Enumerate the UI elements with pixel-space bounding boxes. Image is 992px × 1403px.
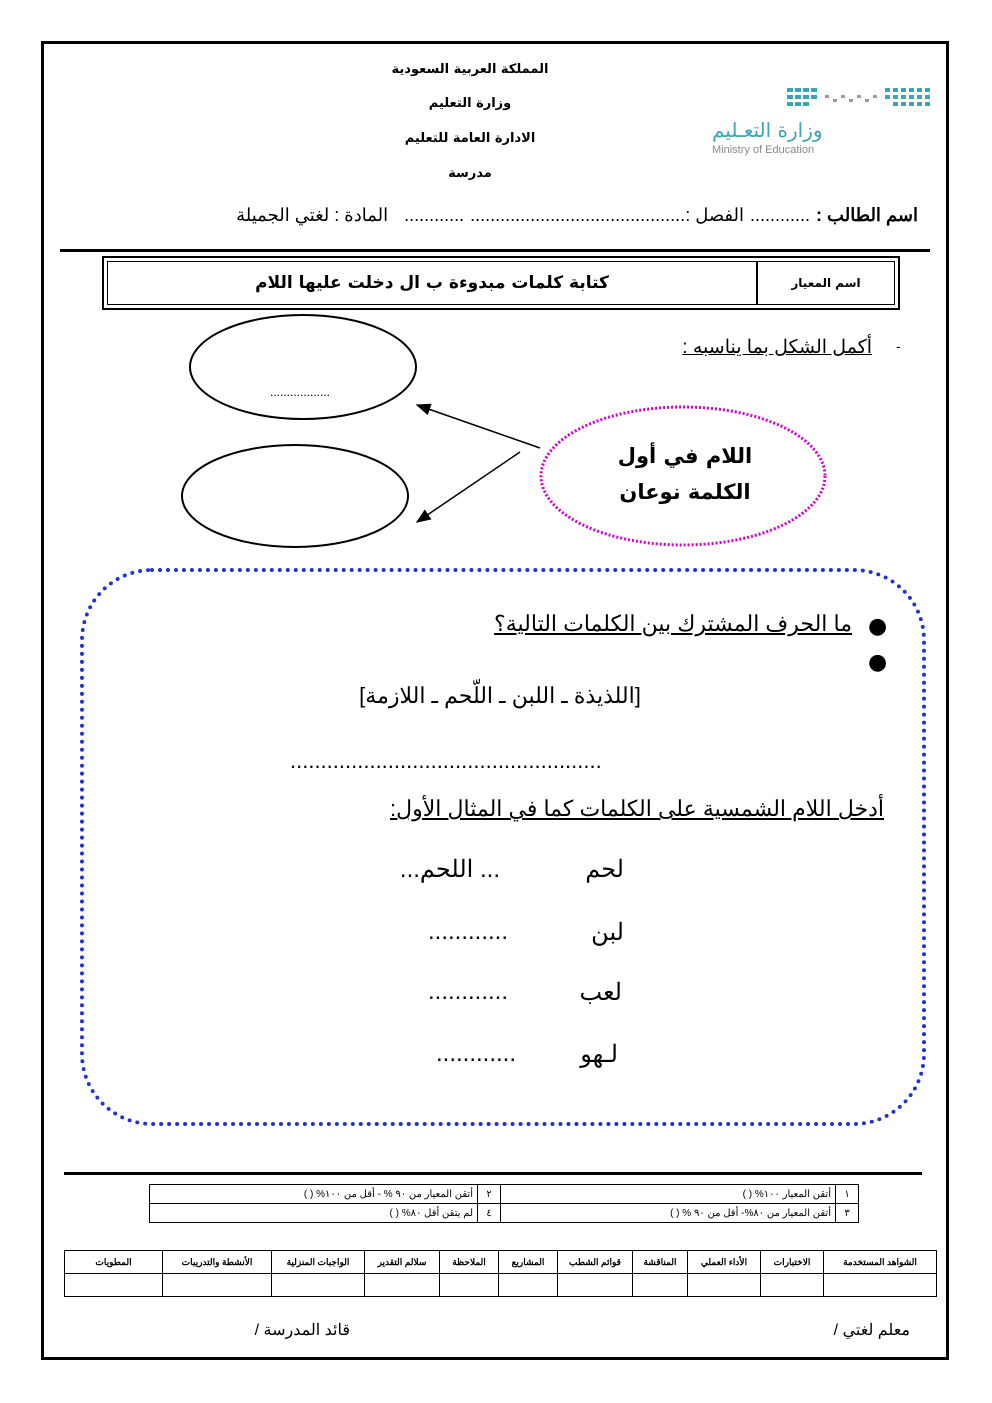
score-num-2: ٢ — [478, 1185, 501, 1204]
diagram-instruction: أكمل الشكل بما يناسبه : — [682, 337, 872, 358]
evidence-cell[interactable] — [440, 1274, 499, 1297]
evidence-cell[interactable] — [633, 1274, 688, 1297]
question-common-letter: ما الحرف المشترك بين الكلمات التالية؟ — [494, 611, 852, 636]
principal-signature: قائد المدرسة / — [254, 1322, 350, 1339]
bottom-answer-oval[interactable] — [182, 445, 408, 547]
evidence-cell[interactable] — [558, 1274, 633, 1297]
teacher-signature: معلم لغتي / — [833, 1322, 910, 1339]
score-num-4: ٤ — [478, 1204, 501, 1223]
word-row-4: لـهو — [580, 1041, 618, 1068]
question-shamsi-lam: أدخل اللام الشمسية على الكلمات كما في المثال الأول: — [390, 796, 884, 821]
evidence-col-brochures: المطويات — [65, 1251, 163, 1274]
answer-row-1: ... اللحم... — [399, 856, 500, 883]
word-row-1: لحم — [585, 856, 624, 883]
evidence-cell[interactable] — [499, 1274, 558, 1297]
score-num-1: ١ — [836, 1185, 859, 1204]
kingdom-title: المملكة العربية السعودية — [391, 62, 549, 77]
class-dots[interactable]: ........................................... — [470, 205, 686, 225]
top-answer-oval[interactable] — [190, 315, 416, 419]
ministry-title: وزارة التعليم — [428, 96, 512, 111]
arrow-top — [417, 405, 540, 448]
subject-dots: ............ — [404, 205, 465, 225]
logo-arabic-text: وزارة التعـليم — [712, 118, 823, 142]
footer-divider — [64, 1172, 922, 1175]
criterion-title: كتابة كلمات مبدوءة ب ال دخلت عليها اللام — [255, 273, 609, 293]
evidence-col-rating: سلالم التقدير — [365, 1251, 440, 1274]
evidence-col-discussion: المناقشة — [633, 1251, 688, 1274]
arrow-bottom — [417, 452, 520, 522]
evidence-cell[interactable] — [163, 1274, 272, 1297]
top-oval-dots: .................. — [270, 385, 331, 399]
scoring-table — [149, 1184, 859, 1223]
class-label: الفصل : — [685, 205, 745, 225]
evidence-col-projects: المشاريع — [499, 1251, 558, 1274]
evidence-header: الشواهد المستخدمة — [824, 1251, 937, 1274]
evidence-cell[interactable] — [65, 1274, 163, 1297]
bullet-2: ● — [868, 650, 888, 675]
evidence-col-observation: الملاحظة — [440, 1251, 499, 1274]
evidence-col-tests: الاختبارات — [761, 1251, 824, 1274]
admin-title: الادارة العامة للتعليم — [404, 131, 536, 146]
concept-diagram — [0, 0, 992, 560]
evidence-cell[interactable] — [688, 1274, 761, 1297]
score-label-4: لم يتقن أقل ٨٠% ( ) — [150, 1204, 478, 1223]
evidence-cell[interactable] — [761, 1274, 824, 1297]
answer-row-2[interactable]: ............ — [427, 918, 508, 945]
evidence-col-activities: الأنشطة والتدريبات — [163, 1251, 272, 1274]
criterion-label: اسم المعيار — [756, 262, 894, 304]
center-text-line1: اللام في أول — [617, 444, 753, 468]
word-row-2: لبن — [591, 919, 624, 946]
evidence-cell[interactable] — [824, 1274, 937, 1297]
instruction-bullet: - — [896, 338, 901, 354]
score-label-2: أتقن المعيار من ٩٠ % - أقل من ١٠٠% ( ) — [150, 1185, 478, 1204]
score-num-3: ٣ — [836, 1204, 859, 1223]
subject-label: المادة : لغتي الجميلة — [236, 205, 389, 225]
word-row-3: لعب — [579, 979, 622, 1006]
student-name-dots[interactable]: ............ — [750, 205, 811, 225]
evidence-col-checklists: قوائم الشطب — [558, 1251, 633, 1274]
bullet-1: ● — [868, 614, 888, 639]
evidence-col-homework: الواجبات المنزلية — [272, 1251, 365, 1274]
center-oval-text — [580, 438, 790, 510]
center-text-line2: الكلمة نوعان — [619, 480, 751, 504]
student-name-label: اسم الطالب : — [816, 205, 918, 225]
logo-english-text: Ministry of Education — [712, 144, 815, 156]
answer-dots[interactable]: ................................................... — [290, 748, 602, 773]
evidence-table — [64, 1250, 937, 1297]
answer-row-3[interactable]: ............ — [427, 978, 508, 1005]
school-title: مدرسة — [448, 166, 492, 181]
evidence-col-practical: الأداء العملي — [688, 1251, 761, 1274]
answer-row-4[interactable]: ............ — [435, 1040, 516, 1067]
evidence-cell[interactable] — [365, 1274, 440, 1297]
evidence-cell[interactable] — [272, 1274, 365, 1297]
words-list: [اللذيذة ـ اللبن ـ اللّحم ـ اللازمة] — [359, 683, 641, 708]
score-label-3: أتقن المعيار من ٨٠%- أقل من ٩٠ % ( ) — [501, 1204, 836, 1223]
score-label-1: أتقن المعيار ١٠٠% ( ) — [501, 1185, 836, 1204]
